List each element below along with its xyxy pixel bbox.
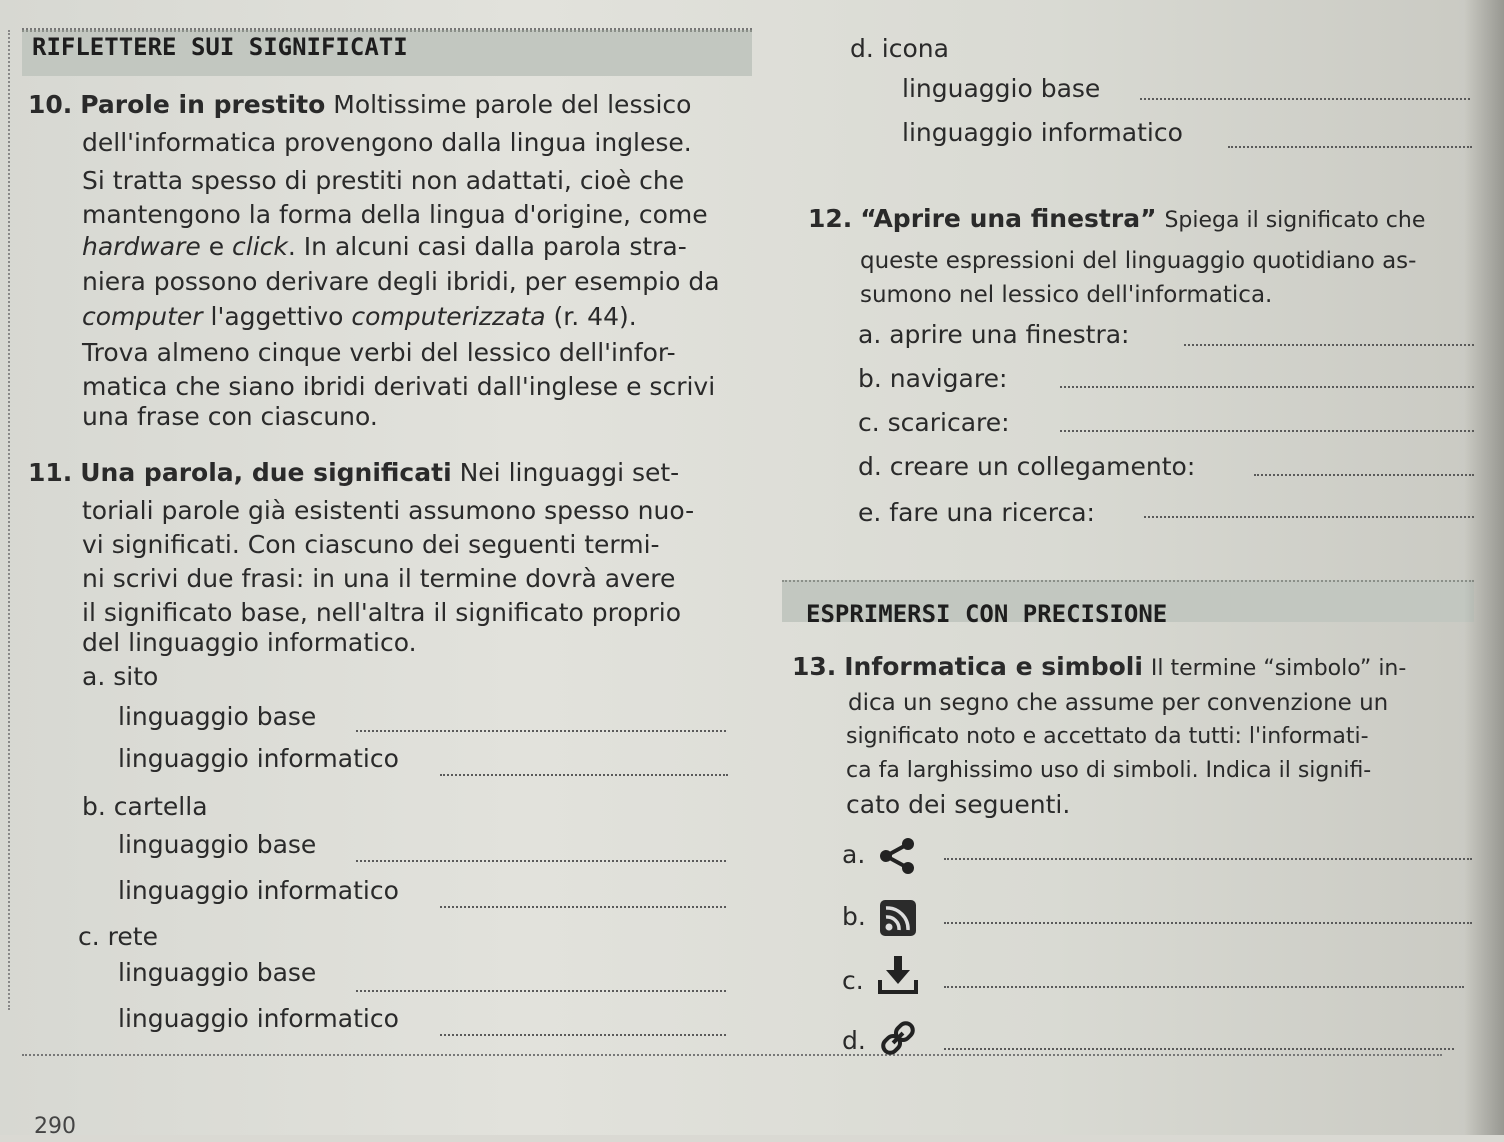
left-frame-line — [8, 30, 10, 1010]
ex10-line-3: Si tratta spesso di prestiti non adattati, cioè che — [82, 166, 685, 195]
ex13-line-3: significato noto e accettato da tutti: l'informati- — [846, 724, 1369, 749]
label-base: linguaggio base — [118, 702, 317, 731]
ex10-line-5 — [82, 232, 687, 262]
ex12-text: Spiega il significato che — [1164, 208, 1426, 233]
ex11-item-a — [82, 662, 158, 692]
wifi-icon — [878, 898, 918, 938]
ex12-item-e — [858, 498, 1095, 528]
symbol-item-b: b. — [842, 902, 866, 931]
ex11-line-4: ni scrivi due frasi: in una il termine dovrà avere — [82, 564, 676, 593]
item-text: aprire una finestra: — [889, 320, 1130, 349]
answer-line[interactable] — [440, 774, 728, 776]
item-letter: c. — [78, 922, 100, 951]
ex11-line-6: del linguaggio informatico. — [82, 628, 417, 657]
ex10-aggettivo: l'aggettivo — [210, 302, 344, 331]
answer-line[interactable] — [944, 858, 1472, 860]
ex11-line-1 — [28, 458, 679, 488]
ex12-line-2: queste espressioni del linguaggio quotidiano as- — [860, 248, 1417, 274]
ex10-line-8: Trova almeno cinque verbi del lessico dell'infor- — [82, 338, 676, 367]
italic-computer: computer — [82, 302, 203, 331]
item-letter: b. — [82, 792, 106, 821]
label-info: linguaggio informatico — [118, 876, 399, 905]
label-base: linguaggio base — [118, 830, 317, 859]
ex12-item-a — [858, 320, 1129, 350]
ex10-line-10: una frase con ciascuno. — [82, 402, 378, 431]
item-letter: a. — [82, 662, 106, 691]
ex13-number: 13. — [792, 652, 837, 681]
page-number: 290 — [34, 1114, 76, 1139]
ex10-line-1 — [28, 90, 691, 120]
ex10-number: 10. — [28, 90, 73, 119]
ex11-heading: Una parola, due significati — [80, 458, 452, 487]
ex10-line-6: niera possono derivare degli ibridi, per esempio da — [82, 267, 720, 296]
item-letter: b. — [858, 364, 882, 393]
answer-line[interactable] — [356, 860, 726, 862]
item-text: scaricare: — [887, 408, 1010, 437]
ex10-line-4: mantengono la forma della lingua d'origine, come — [82, 200, 708, 229]
item-word: icona — [881, 34, 949, 63]
ex12-heading: “Aprire una finestra” — [860, 204, 1157, 233]
symbol-item-d: d. — [842, 1026, 866, 1055]
item-word: sito — [113, 662, 159, 691]
ex13-line-2: dica un segno che assume per convenzione un — [848, 690, 1389, 716]
ex13-line-5: cato dei seguenti. — [846, 790, 1071, 819]
symbol-item-c: c. — [842, 966, 864, 995]
item-text: fare una ricerca: — [889, 498, 1095, 527]
ex12-line-1 — [808, 204, 1425, 236]
item-word: cartella — [113, 792, 208, 821]
ex12-item-c — [858, 408, 1010, 438]
ex11-item-d — [850, 34, 949, 64]
item-letter: d. — [850, 34, 874, 63]
section-title-left: RIFLETTERE SUI SIGNIFICATI — [32, 33, 408, 61]
ex10-heading: Parole in prestito — [80, 90, 326, 119]
answer-line[interactable] — [1144, 516, 1474, 518]
ex11-line-2: toriali parole già esistenti assumono spesso nuo- — [82, 496, 695, 525]
ex10-conj: e — [208, 232, 225, 261]
ex11-item-c — [78, 922, 158, 952]
ex12-item-d — [858, 452, 1195, 482]
item-letter: e. — [858, 498, 882, 527]
answer-line[interactable] — [440, 1034, 726, 1036]
ex10-line-2: dell'informatica provengono dalla lingua inglese. — [82, 128, 692, 157]
ex12-line-3: sumono nel lessico dell'informatica. — [860, 282, 1273, 308]
ex13-heading: Informatica e simboli — [844, 652, 1143, 681]
label-info: linguaggio informatico — [902, 118, 1183, 147]
answer-line[interactable] — [1228, 146, 1472, 148]
ex11-line-5: il significato base, nell'altra il significato proprio — [82, 598, 682, 627]
item-letter: c. — [858, 408, 880, 437]
label-info: linguaggio informatico — [118, 744, 399, 773]
item-text: navigare: — [889, 364, 1008, 393]
link-icon — [878, 1018, 918, 1058]
ex11-item-b — [82, 792, 208, 822]
ex13-text: Il termine “simbolo” in- — [1150, 656, 1407, 681]
italic-computerizzata: computerizzata — [351, 302, 546, 331]
label-base: linguaggio base — [902, 74, 1101, 103]
share-icon — [878, 836, 918, 876]
label-info: linguaggio informatico — [118, 1004, 399, 1033]
answer-line[interactable] — [944, 986, 1464, 988]
answer-line[interactable] — [1060, 386, 1474, 388]
answer-line[interactable] — [1254, 474, 1474, 476]
ex11-number: 11. — [28, 458, 73, 487]
item-letter: d. — [858, 452, 882, 481]
ex10-ref: (r. 44). — [553, 302, 637, 331]
section-title-right: ESPRIMERSI CON PRECISIONE — [806, 600, 1168, 628]
answer-line[interactable] — [356, 730, 726, 732]
item-word: rete — [107, 922, 158, 951]
answer-line[interactable] — [944, 922, 1472, 924]
italic-click: click — [232, 232, 288, 261]
symbol-item-a: a. — [842, 840, 866, 869]
answer-line[interactable] — [1184, 344, 1474, 346]
ex12-item-b — [858, 364, 1007, 394]
ex10-line-5-rest: . In alcuni casi dalla parola stra- — [287, 232, 687, 261]
answer-line[interactable] — [1140, 98, 1470, 100]
bottom-frame-line — [22, 1054, 1442, 1056]
answer-line[interactable] — [1060, 430, 1474, 432]
download-icon — [876, 954, 920, 996]
answer-line[interactable] — [440, 906, 726, 908]
italic-hardware: hardware — [82, 232, 201, 261]
item-letter: a. — [858, 320, 882, 349]
answer-line[interactable] — [944, 1048, 1454, 1050]
ex13-line-1 — [792, 652, 1406, 684]
page-edge-shadow — [1464, 0, 1504, 1135]
ex11-line-3: vi significati. Con ciascuno dei seguenti termi- — [82, 530, 660, 559]
answer-line[interactable] — [356, 990, 726, 992]
ex10-text: Moltissime parole del lessico — [333, 90, 692, 119]
ex12-number: 12. — [808, 204, 853, 233]
ex11-text: Nei linguaggi set- — [459, 458, 680, 487]
label-base: linguaggio base — [118, 958, 317, 987]
ex10-line-9: matica che siano ibridi derivati dall'inglese e scrivi — [82, 372, 716, 401]
item-text: creare un collegamento: — [889, 452, 1196, 481]
ex13-line-4: ca fa larghissimo uso di simboli. Indica il signifi- — [846, 758, 1372, 783]
ex10-line-7 — [82, 302, 637, 332]
